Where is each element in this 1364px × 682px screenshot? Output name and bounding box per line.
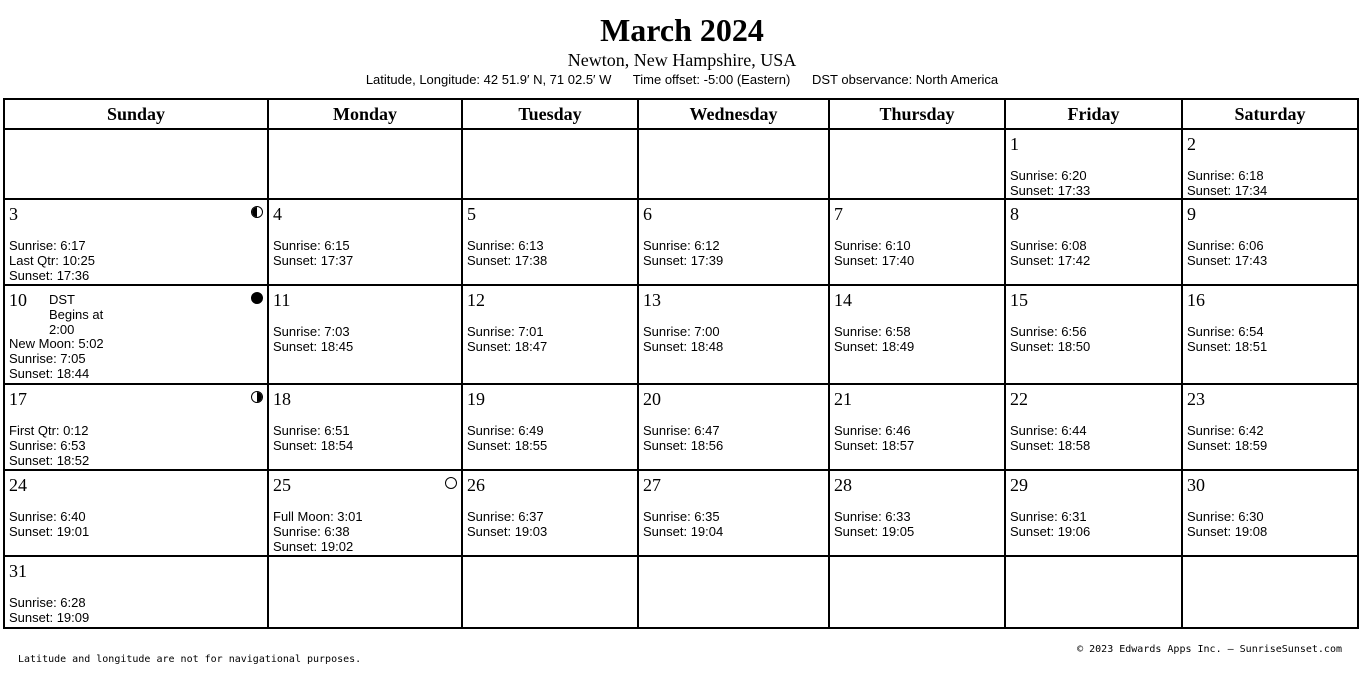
- day-cell-content: [1183, 385, 1357, 469]
- day-info-line: Sunset: 19:02: [273, 539, 354, 554]
- day-cell: [829, 199, 1005, 285]
- day-info-line: Sunset: 17:42: [1010, 253, 1091, 268]
- day-info-line: Sunrise: 6:28: [9, 595, 86, 610]
- day-number: 21: [834, 389, 852, 409]
- day-cell-content: [5, 385, 267, 469]
- day-event-label: DST Begins at 2:00: [49, 292, 104, 337]
- weekday-friday: Friday: [1005, 99, 1182, 129]
- first-quarter-icon: [251, 391, 263, 403]
- day-cell-content: [463, 471, 637, 555]
- day-cell-content: [639, 286, 828, 383]
- day-number: 31: [9, 561, 27, 581]
- day-number: 30: [1187, 475, 1205, 495]
- day-number: 16: [1187, 290, 1205, 310]
- day-sun-times: [1010, 324, 1090, 354]
- day-number: 17: [9, 389, 27, 409]
- day-cell: [4, 199, 268, 285]
- page-title: March 2024: [600, 12, 764, 48]
- empty-day-cell: [4, 129, 268, 199]
- calendar-week-row: [4, 285, 1358, 384]
- day-number: 11: [273, 290, 291, 310]
- day-cell-content: [5, 286, 267, 383]
- empty-day-cell: [268, 556, 462, 628]
- day-cell-content: [1183, 130, 1357, 198]
- day-cell: [268, 384, 462, 470]
- empty-day-cell: [829, 129, 1005, 199]
- day-info-line: Sunset: 17:33: [1010, 183, 1091, 198]
- day-cell: [1182, 285, 1358, 384]
- day-sun-times: [1010, 238, 1090, 268]
- day-cell: [462, 285, 638, 384]
- weekday-monday: Monday: [268, 99, 462, 129]
- day-number: 1: [1010, 134, 1019, 154]
- day-cell: [268, 199, 462, 285]
- empty-day-cell: [462, 129, 638, 199]
- calendar-week-row: [4, 199, 1358, 285]
- day-info-line: Sunset: 19:03: [467, 524, 548, 539]
- day-cell-content: [269, 286, 461, 383]
- day-info-line: Sunrise: 6:20: [1010, 168, 1087, 183]
- day-cell: [268, 285, 462, 384]
- new-moon-icon: [251, 292, 263, 304]
- day-cell: [4, 384, 268, 470]
- day-sun-times: [467, 238, 547, 268]
- day-sun-times: [1187, 324, 1267, 354]
- day-number: 29: [1010, 475, 1028, 495]
- day-sun-times: [643, 238, 723, 268]
- location-label: Newton, New Hampshire, USA: [567, 50, 797, 70]
- empty-day-cell: [638, 129, 829, 199]
- day-cell: [1182, 470, 1358, 556]
- day-info-line: Sunrise: 6:56: [1010, 324, 1087, 339]
- day-info-line: Sunrise: 6:10: [834, 238, 911, 253]
- day-sun-times: [273, 423, 353, 453]
- day-info-line: Sunrise: 7:00: [643, 324, 720, 339]
- day-cell-content: [1183, 471, 1357, 555]
- day-info-line: Sunrise: 6:35: [643, 509, 720, 524]
- day-info-line: Sunset: 18:48: [643, 339, 724, 354]
- day-cell: [4, 556, 268, 628]
- day-info-line: Sunset: 18:58: [1010, 438, 1091, 453]
- day-cell: [829, 384, 1005, 470]
- day-cell-content: [1006, 471, 1181, 555]
- day-sun-times: [1187, 509, 1267, 539]
- day-info-line: Sunrise: 6:17: [9, 238, 86, 253]
- day-cell-content: [463, 200, 637, 284]
- day-info-line: Sunset: 18:54: [273, 438, 354, 453]
- day-number: 9: [1187, 204, 1196, 224]
- day-number: 22: [1010, 389, 1028, 409]
- day-cell: [1005, 285, 1182, 384]
- day-cell: [1005, 129, 1182, 199]
- day-cell-content: [1183, 200, 1357, 284]
- day-sun-times: [643, 423, 723, 453]
- day-number: 5: [467, 204, 476, 224]
- day-info-line: Sunset: 17:36: [9, 268, 90, 283]
- day-cell-content: [269, 200, 461, 284]
- day-cell: [462, 384, 638, 470]
- empty-day-cell: [1182, 556, 1358, 628]
- day-sun-times: [467, 423, 547, 453]
- day-sun-times: [1187, 238, 1267, 268]
- day-info-line: Sunset: 18:55: [467, 438, 548, 453]
- day-info-line: Sunset: 17:37: [273, 253, 354, 268]
- day-sun-times: [9, 238, 95, 283]
- day-number: 23: [1187, 389, 1205, 409]
- day-info-line: Sunset: 17:38: [467, 253, 548, 268]
- day-sun-times: [834, 238, 914, 268]
- day-info-line: Sunset: 18:49: [834, 339, 915, 354]
- day-info-line: Sunset: 18:51: [1187, 339, 1268, 354]
- day-cell: [462, 470, 638, 556]
- day-info-line: Sunset: 18:57: [834, 438, 915, 453]
- day-info-line: Sunrise: 7:05: [9, 351, 86, 366]
- day-number: 14: [834, 290, 852, 310]
- weekday-header-row: [4, 99, 1358, 129]
- day-cell-content: [1183, 286, 1357, 383]
- weekday-sunday: Sunday: [4, 99, 268, 129]
- day-info-line: Sunrise: 6:13: [467, 238, 544, 253]
- day-info-line: Sunrise: 6:42: [1187, 423, 1264, 438]
- day-info-line: First Qtr: 0:12: [9, 423, 89, 438]
- day-info-line: Sunrise: 6:33: [834, 509, 911, 524]
- day-info-line: Sunset: 17:40: [834, 253, 915, 268]
- day-cell-content: [830, 286, 1004, 383]
- day-info-line: Sunset: 19:06: [1010, 524, 1091, 539]
- day-number: 6: [643, 204, 652, 224]
- day-sun-times: [9, 336, 104, 381]
- day-info-line: Sunrise: 7:03: [273, 324, 350, 339]
- day-cell-content: [639, 200, 828, 284]
- day-cell: [462, 199, 638, 285]
- day-sun-times: [834, 324, 914, 354]
- day-number: 10: [9, 290, 27, 310]
- day-number: 13: [643, 290, 661, 310]
- day-cell-content: [830, 200, 1004, 284]
- empty-day-cell: [268, 129, 462, 199]
- day-cell-content: [463, 286, 637, 383]
- day-cell: [268, 470, 462, 556]
- calendar-week-row: [4, 470, 1358, 556]
- day-info-line: Sunset: 18:45: [273, 339, 354, 354]
- last-quarter-icon: [251, 206, 263, 218]
- day-info-line: Sunset: 17:39: [643, 253, 724, 268]
- day-sun-times: [273, 509, 363, 554]
- empty-day-cell: [462, 556, 638, 628]
- day-info-line: Sunset: 18:47: [467, 339, 548, 354]
- day-cell-content: [463, 385, 637, 469]
- day-sun-times: [273, 324, 353, 354]
- day-cell-content: [1006, 385, 1181, 469]
- day-info-line: Sunrise: 6:30: [1187, 509, 1264, 524]
- day-number: 18: [273, 389, 291, 409]
- month-calendar-grid: [3, 98, 1359, 629]
- day-info-line: New Moon: 5:02: [9, 336, 104, 351]
- day-info-line: Sunset: 18:59: [1187, 438, 1268, 453]
- day-cell-content: [639, 471, 828, 555]
- day-info-line: Sunset: 19:09: [9, 610, 90, 625]
- day-cell-content: [1006, 200, 1181, 284]
- day-sun-times: [1010, 423, 1090, 453]
- day-cell: [638, 199, 829, 285]
- day-info-line: Full Moon: 3:01: [273, 509, 363, 524]
- day-cell: [1182, 199, 1358, 285]
- day-cell-content: [269, 385, 461, 469]
- day-sun-times: [1010, 168, 1090, 198]
- day-number: 27: [643, 475, 661, 495]
- day-info-line: Sunrise: 6:53: [9, 438, 86, 453]
- copyright-notice: © 2023 Edwards Apps Inc. — SunriseSunset.com: [1077, 644, 1342, 655]
- weekday-wednesday: Wednesday: [638, 99, 829, 129]
- day-cell: [1005, 470, 1182, 556]
- day-info-line: Sunrise: 6:51: [273, 423, 350, 438]
- day-number: 26: [467, 475, 485, 495]
- day-info-line: Sunrise: 6:18: [1187, 168, 1264, 183]
- day-number: 28: [834, 475, 852, 495]
- day-info-line: Sunrise: 6:44: [1010, 423, 1087, 438]
- day-number: 4: [273, 204, 282, 224]
- day-info-line: Sunset: 19:08: [1187, 524, 1268, 539]
- day-info-line: Sunrise: 6:15: [273, 238, 350, 253]
- weekday-saturday: Saturday: [1182, 99, 1358, 129]
- day-info-line: Sunset: 19:01: [9, 524, 90, 539]
- day-number: 25: [273, 475, 291, 495]
- day-sun-times: [1010, 509, 1090, 539]
- day-info-line: Sunset: 17:34: [1187, 183, 1268, 198]
- day-number: 3: [9, 204, 18, 224]
- day-info-line: Sunset: 17:43: [1187, 253, 1268, 268]
- day-info-line: Sunrise: 6:49: [467, 423, 544, 438]
- day-cell-content: [639, 385, 828, 469]
- day-info-line: Sunrise: 6:37: [467, 509, 544, 524]
- calendar-week-row: [4, 384, 1358, 470]
- day-cell: [638, 285, 829, 384]
- day-info-line: Sunrise: 7:01: [467, 324, 544, 339]
- empty-day-cell: [1005, 556, 1182, 628]
- day-info-line: Sunrise: 6:46: [834, 423, 911, 438]
- day-info-line: Sunset: 18:52: [9, 453, 90, 468]
- day-info-line: Sunrise: 6:12: [643, 238, 720, 253]
- day-number: 20: [643, 389, 661, 409]
- day-cell: [1182, 129, 1358, 199]
- day-cell: [1182, 384, 1358, 470]
- day-cell-content: [830, 471, 1004, 555]
- day-number: 7: [834, 204, 843, 224]
- day-sun-times: [834, 509, 914, 539]
- day-cell-content: [5, 557, 267, 627]
- coordinates-line: Latitude, Longitude: 42 51.9′ N, 71 02.5′ W Time offset: -5:00 (Eastern) DST observance: North America: [365, 72, 999, 87]
- day-cell: [638, 470, 829, 556]
- day-cell-content: [1006, 130, 1181, 198]
- day-cell: [638, 384, 829, 470]
- day-sun-times: [273, 238, 353, 268]
- day-cell: [1005, 384, 1182, 470]
- day-cell: [1005, 199, 1182, 285]
- day-cell: [829, 470, 1005, 556]
- day-cell-content: [5, 200, 267, 284]
- day-sun-times: [643, 509, 723, 539]
- day-cell-content: [269, 471, 461, 555]
- day-sun-times: [1187, 423, 1267, 453]
- day-sun-times: [834, 423, 914, 453]
- day-info-line: Sunrise: 6:31: [1010, 509, 1087, 524]
- day-info-line: Sunset: 19:05: [834, 524, 915, 539]
- calendar-week-row: [4, 129, 1358, 199]
- day-info-line: Sunset: 19:04: [643, 524, 724, 539]
- day-info-line: Sunrise: 6:38: [273, 524, 350, 539]
- day-sun-times: [467, 324, 547, 354]
- day-sun-times: [643, 324, 723, 354]
- day-sun-times: [467, 509, 547, 539]
- day-number: 8: [1010, 204, 1019, 224]
- day-number: 24: [9, 475, 27, 495]
- day-info-line: Last Qtr: 10:25: [9, 253, 95, 268]
- day-cell-content: [1006, 286, 1181, 383]
- day-info-line: Sunrise: 6:06: [1187, 238, 1264, 253]
- day-info-line: Sunset: 18:56: [643, 438, 724, 453]
- day-number: 2: [1187, 134, 1196, 154]
- day-info-line: Sunrise: 6:54: [1187, 324, 1264, 339]
- calendar-week-row: [4, 556, 1358, 628]
- empty-day-cell: [638, 556, 829, 628]
- day-number: 15: [1010, 290, 1028, 310]
- day-sun-times: [9, 423, 89, 468]
- day-cell: [829, 285, 1005, 384]
- empty-day-cell: [829, 556, 1005, 628]
- day-info-line: Sunrise: 6:08: [1010, 238, 1087, 253]
- day-sun-times: [9, 509, 89, 539]
- day-number: 19: [467, 389, 485, 409]
- day-cell-content: [830, 385, 1004, 469]
- day-cell: [4, 470, 268, 556]
- day-info-line: Sunset: 18:44: [9, 366, 90, 381]
- day-sun-times: [9, 595, 89, 625]
- day-info-line: Sunrise: 6:58: [834, 324, 911, 339]
- weekday-thursday: Thursday: [829, 99, 1005, 129]
- day-info-line: Sunrise: 6:40: [9, 509, 86, 524]
- navigation-disclaimer: Latitude and longitude are not for navigational purposes.: [18, 654, 362, 665]
- day-info-line: Sunset: 18:50: [1010, 339, 1091, 354]
- day-cell-content: [5, 471, 267, 555]
- day-info-line: Sunrise: 6:47: [643, 423, 720, 438]
- full-moon-icon: [445, 477, 457, 489]
- weekday-tuesday: Tuesday: [462, 99, 638, 129]
- day-cell: [4, 285, 268, 384]
- day-number: 12: [467, 290, 485, 310]
- day-sun-times: [1187, 168, 1267, 198]
